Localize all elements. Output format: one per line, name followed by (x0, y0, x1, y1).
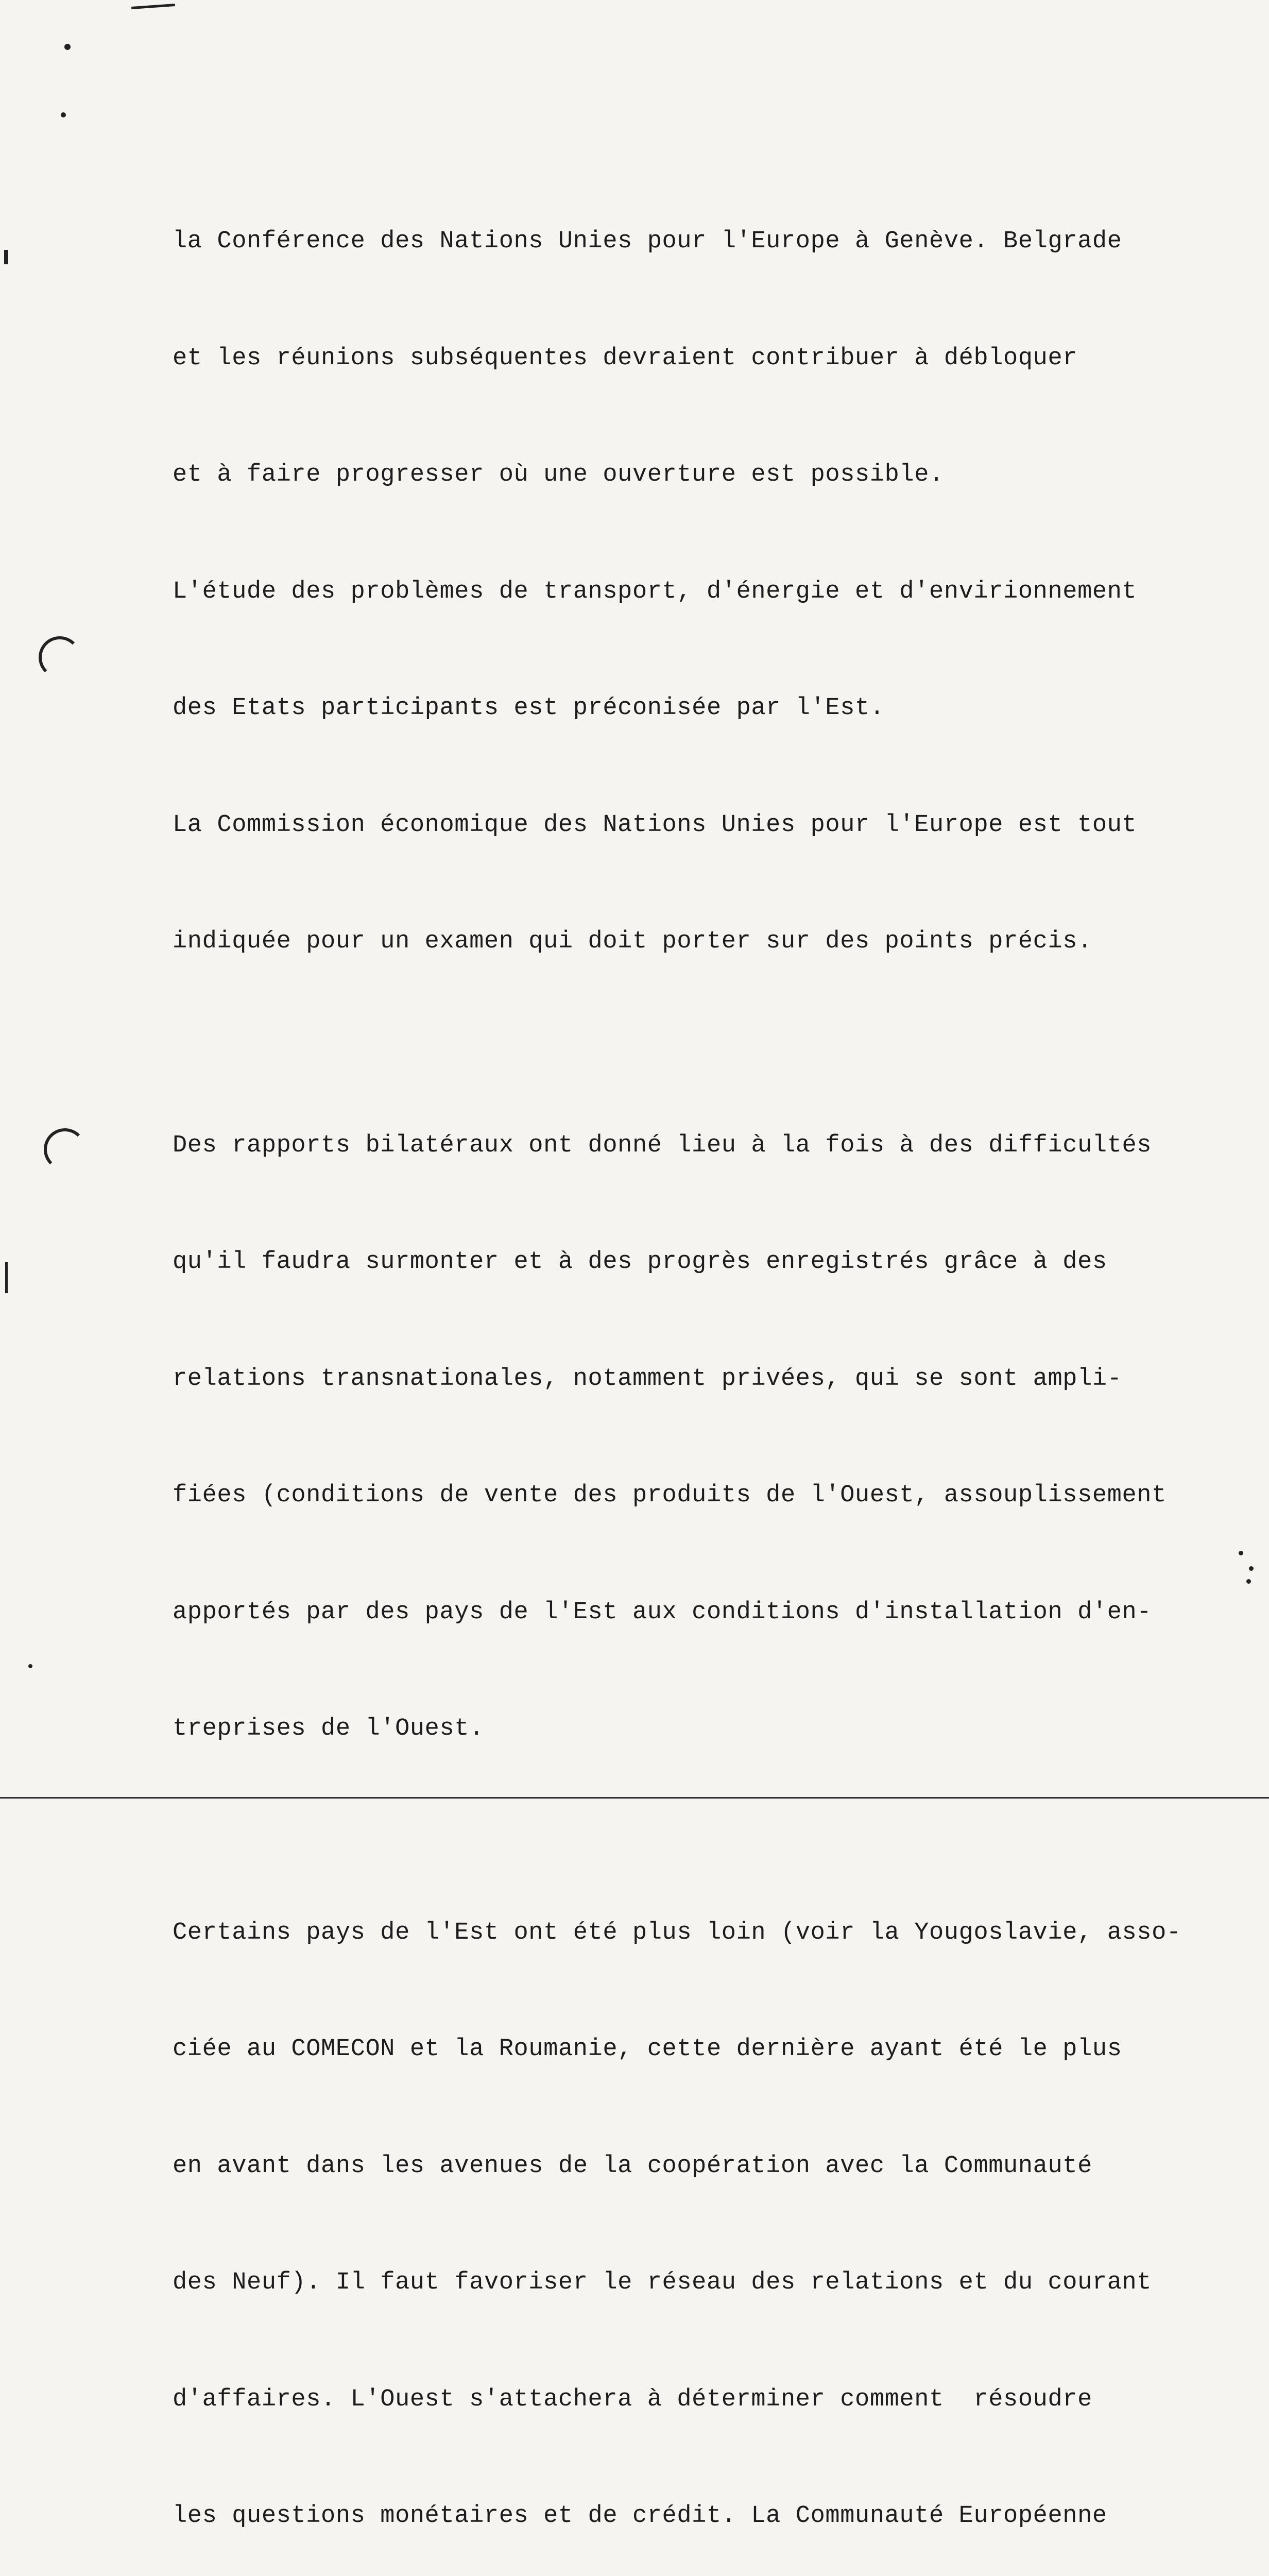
text-line: Certains pays de l'Est ont été plus loin (voir la Yougoslavie, asso- (173, 1913, 1249, 1953)
punch-mark-top (64, 44, 71, 50)
text-line: relations transnationales, notamment privées, qui se sont ampli- (173, 1360, 1249, 1399)
text-line: et les réunions subséquentes devraient contribuer à débloquer (173, 339, 1249, 378)
text-line: apportés par des pays de l'Est aux conditions d'installation d'en- (173, 1593, 1249, 1632)
margin-dot-right-2 (1249, 1566, 1254, 1571)
text-line: en avant dans les avenues de la coopération avec la Communauté (173, 2147, 1249, 2186)
text-line: L'étude des problèmes de transport, d'énergie et d'envirionnement (173, 572, 1249, 612)
binder-hole-mark-upper (39, 636, 81, 679)
text-line: qu'il faudra surmonter et à des progrès enregistrés grâce à des (173, 1243, 1249, 1282)
text-line: d'affaires. L'Ouest s'attachera à déterminer comment résoudre (173, 2380, 1249, 2419)
paragraph-comecon (173, 1836, 1249, 2576)
text-line: treprises de l'Ouest. (173, 1709, 1249, 1749)
text-line: La Commission économique des Nations Unies pour l'Europe est tout (173, 806, 1249, 845)
margin-tick-lower (5, 1262, 8, 1293)
binder-hole-mark-lower (44, 1128, 86, 1171)
text-line: indiquée pour un examen qui doit porter sur des points précis. (173, 922, 1249, 961)
text-line: les questions monétaires et de crédit. La Communauté Européenne (173, 2497, 1249, 2536)
paragraph-bilateral (173, 1048, 1249, 1826)
scan-pen-stroke (131, 4, 175, 9)
margin-tick (4, 250, 8, 264)
text-line: la Conférence des Nations Unies pour l'Europe à Genève. Belgrade (173, 222, 1249, 261)
text-line: des Neuf). Il faut favoriser le réseau des relations et du courant (173, 2263, 1249, 2302)
text-line: fiées (conditions de vente des produits de l'Ouest, assouplissement (173, 1476, 1249, 1515)
punch-mark-upper (61, 112, 66, 117)
text-line: ciée au COMECON et la Roumanie, cette dernière ayant été le plus (173, 2030, 1249, 2069)
bottom-scan-edge (0, 1797, 1269, 1799)
margin-dot-left (28, 1664, 32, 1668)
text-line: des Etats participants est préconisée par l'Est. (173, 689, 1249, 728)
paragraph-geneve (173, 144, 1249, 1039)
text-line: et à faire progresser où une ouverture est possible. (173, 455, 1249, 495)
document-body (173, 144, 1249, 2576)
text-line: Des rapports bilatéraux ont donné lieu à la fois à des difficultés (173, 1126, 1249, 1165)
